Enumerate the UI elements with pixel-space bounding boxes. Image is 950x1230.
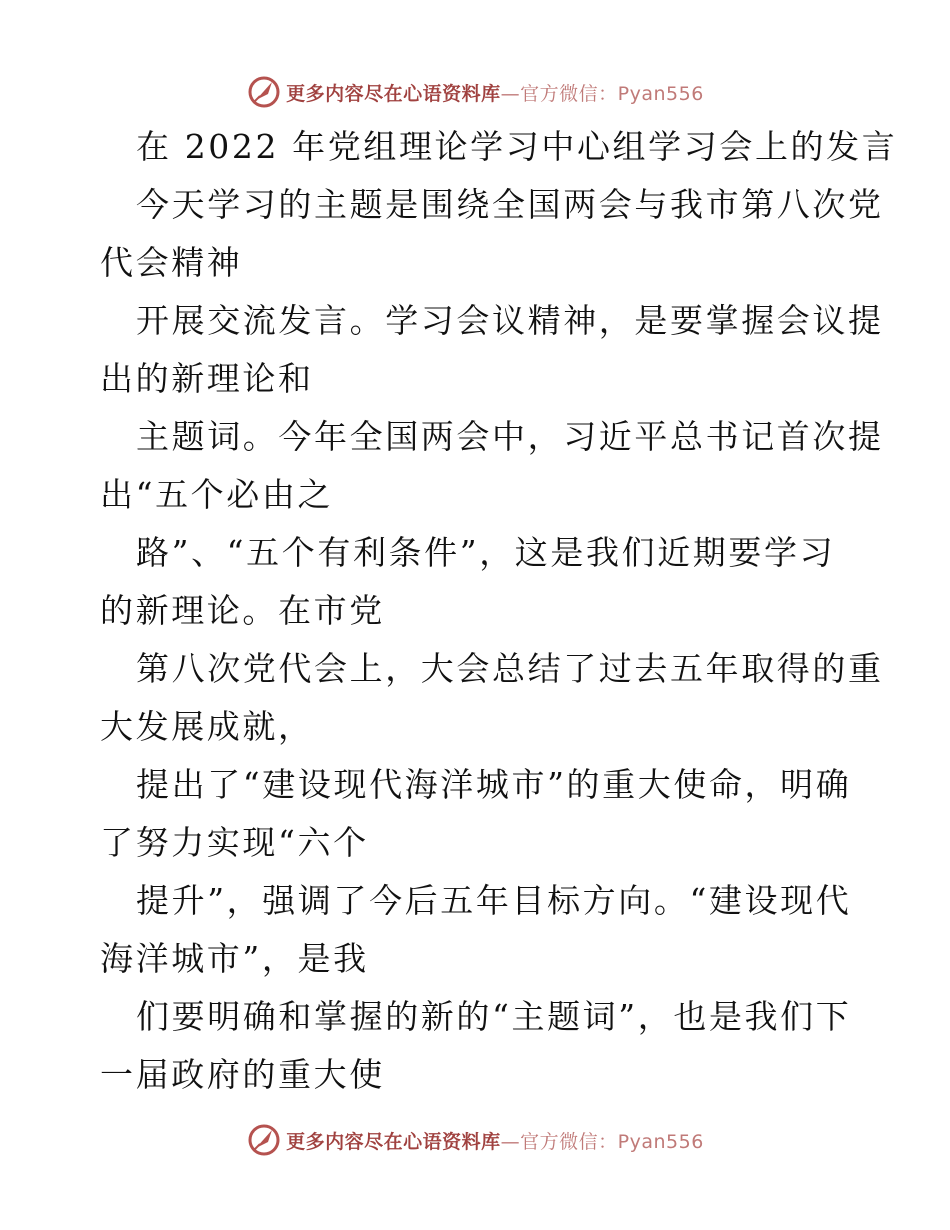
page-footer (0, 1120, 950, 1160)
text-line: 主题词。今年全国两会中，习近平总书记首次提 (136, 417, 884, 456)
document-body (100, 118, 898, 1104)
text-line: 提升”，强调了今后五年目标方向。“建设现代 (136, 881, 852, 920)
banner-main-text: 更多内容尽在心语资料库 (286, 82, 501, 105)
text-line: 提出了“建设现代海洋城市”的重大使命，明确 (136, 765, 852, 804)
text-line: 海洋城市”，是我 (100, 939, 369, 978)
page-header (0, 72, 950, 112)
text-line: 代会精神 (100, 243, 243, 282)
text-line: 路”、“五个有利条件”，这是我们近期要学习 (136, 533, 836, 572)
quill-logo-icon (246, 1122, 282, 1158)
text-line: 一届政府的重大使 (100, 1055, 385, 1094)
text-line: 开展交流发言。学习会议精神，是要掌握会议提 (136, 301, 884, 340)
text-line: 了努力实现“六个 (100, 823, 369, 862)
text-line: 第八次党代会上，大会总结了过去五年取得的重 (136, 649, 884, 688)
document-title: 在 2022 年党组理论学习中心组学习会上的发言 (136, 127, 898, 166)
text-line: 们要明确和掌握的新的“主题词”，也是我们下 (136, 997, 852, 1036)
banner-contact-text: —官方微信：Pyan556 (500, 1130, 704, 1153)
text-line: 的新理论。在市党 (100, 591, 385, 630)
text-line: 出“五个必由之 (100, 475, 334, 514)
text-line: 大发展成就， (100, 707, 314, 746)
text-line: 今天学习的主题是围绕全国两会与我市第八次党 (136, 185, 884, 224)
banner-contact-text: —官方微信：Pyan556 (500, 82, 704, 105)
banner-main-text: 更多内容尽在心语资料库 (286, 1130, 501, 1153)
quill-logo-icon (246, 74, 282, 110)
text-line: 出的新理论和 (100, 359, 314, 398)
